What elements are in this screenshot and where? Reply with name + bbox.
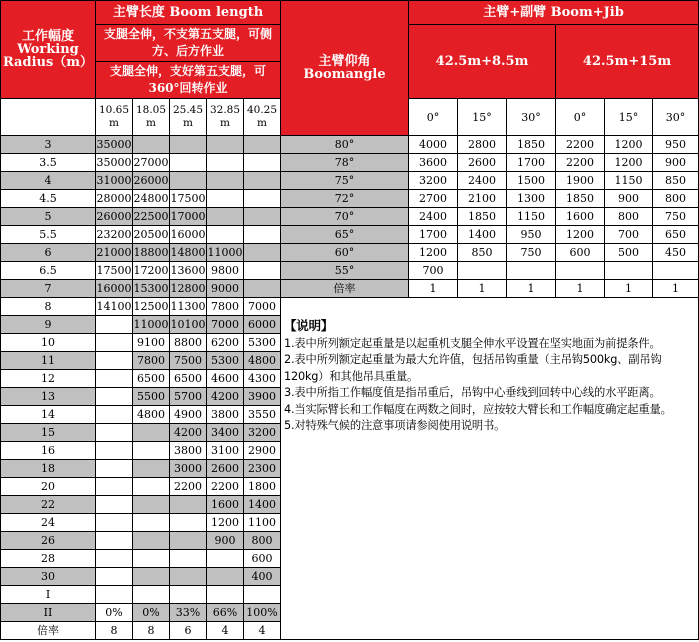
jib-capacity-cell: 500 bbox=[605, 244, 653, 262]
capacity-cell: 3550 bbox=[244, 406, 281, 424]
capacity-cell bbox=[244, 586, 281, 604]
capacity-cell bbox=[96, 316, 133, 334]
jib-offset-4: 15° bbox=[605, 99, 653, 136]
jib-capacity-cell: 850 bbox=[653, 172, 699, 190]
capacity-cell bbox=[96, 532, 133, 550]
capacity-cell bbox=[244, 208, 281, 226]
capacity-cell: 100% bbox=[244, 604, 281, 622]
jib-capacity-cell: 2800 bbox=[458, 136, 507, 154]
capacity-cell: 8 bbox=[133, 622, 170, 640]
capacity-cell bbox=[96, 370, 133, 388]
table-row bbox=[1, 244, 699, 262]
capacity-cell bbox=[133, 532, 170, 550]
capacity-cell: 6000 bbox=[244, 316, 281, 334]
note-item: 3.表中所指工作幅度值是指吊重后，吊钩中心垂线到回转中心线的水平距离。 bbox=[284, 386, 661, 399]
boomangle-cell: 65° bbox=[281, 226, 409, 244]
boom-length-2: 25.45 m bbox=[170, 99, 207, 136]
capacity-cell: 26000 bbox=[96, 208, 133, 226]
capacity-cell: 33% bbox=[170, 604, 207, 622]
jib-offset-1: 15° bbox=[458, 99, 507, 136]
capacity-cell: 16000 bbox=[170, 226, 207, 244]
capacity-cell bbox=[133, 550, 170, 568]
capacity-cell: 16000 bbox=[96, 280, 133, 298]
capacity-cell bbox=[96, 496, 133, 514]
capacity-cell: 0% bbox=[96, 604, 133, 622]
jib-capacity-cell: 1600 bbox=[556, 208, 605, 226]
capacity-cell: 14100 bbox=[96, 298, 133, 316]
capacity-cell bbox=[133, 496, 170, 514]
notes-title: 【说明】 bbox=[284, 318, 334, 333]
capacity-cell: 3900 bbox=[244, 388, 281, 406]
jib-capacity-cell: 1400 bbox=[458, 226, 507, 244]
jib-capacity-cell: 800 bbox=[653, 190, 699, 208]
jib-capacity-cell: 600 bbox=[556, 244, 605, 262]
capacity-cell: 2900 bbox=[244, 442, 281, 460]
capacity-cell bbox=[170, 532, 207, 550]
radius-cell: 30 bbox=[1, 568, 96, 586]
capacity-cell bbox=[207, 154, 244, 172]
capacity-cell: 21000 bbox=[96, 244, 133, 262]
boom-length-3: 32.85 m bbox=[207, 99, 244, 136]
capacity-cell: 8 bbox=[96, 622, 133, 640]
capacity-cell bbox=[96, 388, 133, 406]
capacity-cell: 6500 bbox=[133, 370, 170, 388]
capacity-cell: 600 bbox=[244, 550, 281, 568]
jib-capacity-cell: 2200 bbox=[556, 136, 605, 154]
jib-capacity-cell bbox=[556, 262, 605, 280]
capacity-cell: 6500 bbox=[170, 370, 207, 388]
table-row bbox=[1, 280, 699, 298]
capacity-cell bbox=[207, 550, 244, 568]
radius-cell: 10 bbox=[1, 334, 96, 352]
capacity-cell bbox=[133, 568, 170, 586]
capacity-cell bbox=[207, 586, 244, 604]
capacity-cell: 2200 bbox=[207, 478, 244, 496]
capacity-cell: 5700 bbox=[170, 388, 207, 406]
capacity-cell: 1800 bbox=[244, 478, 281, 496]
capacity-cell: 66% bbox=[207, 604, 244, 622]
capacity-cell: 6200 bbox=[207, 334, 244, 352]
radius-cell: 4.5 bbox=[1, 190, 96, 208]
capacity-cell: 5300 bbox=[244, 334, 281, 352]
radius-cell: 22 bbox=[1, 496, 96, 514]
jib-capacity-cell: 3600 bbox=[409, 154, 458, 172]
table-row bbox=[1, 190, 699, 208]
radius-cell: 24 bbox=[1, 514, 96, 532]
capacity-cell bbox=[96, 442, 133, 460]
capacity-cell bbox=[96, 424, 133, 442]
jib-capacity-cell: 1150 bbox=[605, 172, 653, 190]
capacity-cell: 3000 bbox=[170, 460, 207, 478]
jib-capacity-cell: 1900 bbox=[556, 172, 605, 190]
capacity-cell: 9000 bbox=[207, 280, 244, 298]
jib-capacity-cell: 1 bbox=[458, 280, 507, 298]
capacity-cell: 800 bbox=[244, 532, 281, 550]
capacity-cell: 9800 bbox=[207, 262, 244, 280]
capacity-cell: 5300 bbox=[207, 352, 244, 370]
capacity-cell: 17000 bbox=[170, 208, 207, 226]
capacity-cell: 9100 bbox=[133, 334, 170, 352]
capacity-cell: 7500 bbox=[170, 352, 207, 370]
table-row bbox=[1, 154, 699, 172]
note-item: 1.表中所列额定起重量是以起重机支腿全伸水平设置在坚实地面为前提条件。 bbox=[284, 336, 661, 350]
capacity-cell: 3800 bbox=[207, 406, 244, 424]
jib-capacity-cell: 1850 bbox=[556, 190, 605, 208]
capacity-cell bbox=[244, 262, 281, 280]
capacity-cell bbox=[96, 514, 133, 532]
jib-capacity-cell: 2600 bbox=[458, 154, 507, 172]
capacity-cell: 17500 bbox=[96, 262, 133, 280]
notes-panel bbox=[281, 298, 699, 640]
capacity-cell: 4 bbox=[207, 622, 244, 640]
capacity-cell: 3400 bbox=[207, 424, 244, 442]
jib-capacity-cell: 1850 bbox=[458, 208, 507, 226]
capacity-cell bbox=[244, 172, 281, 190]
capacity-cell bbox=[96, 478, 133, 496]
jib-capacity-cell: 1 bbox=[653, 280, 699, 298]
jib-capacity-cell: 900 bbox=[653, 154, 699, 172]
boomangle-cell: 72° bbox=[281, 190, 409, 208]
capacity-cell bbox=[96, 334, 133, 352]
capacity-cell: 28000 bbox=[96, 190, 133, 208]
jib-capacity-cell: 750 bbox=[653, 208, 699, 226]
note-item: 5.对特殊气候的注意事项请参阅使用说明书。 bbox=[284, 419, 506, 432]
radius-cell: 28 bbox=[1, 550, 96, 568]
radius-cell: 倍率 bbox=[1, 622, 96, 640]
table-row bbox=[1, 298, 699, 316]
capacity-cell: 1100 bbox=[244, 514, 281, 532]
capacity-cell bbox=[170, 586, 207, 604]
jib-capacity-cell: 450 bbox=[653, 244, 699, 262]
capacity-cell: 400 bbox=[244, 568, 281, 586]
capacity-cell: 2600 bbox=[207, 460, 244, 478]
capacity-cell: 13600 bbox=[170, 262, 207, 280]
capacity-cell: 20500 bbox=[133, 226, 170, 244]
capacity-cell bbox=[170, 496, 207, 514]
boomangle-cell: 70° bbox=[281, 208, 409, 226]
capacity-cell: 7800 bbox=[207, 298, 244, 316]
capacity-cell bbox=[96, 352, 133, 370]
boom-length-0: 10.65 m bbox=[96, 99, 133, 136]
jib-capacity-cell: 1 bbox=[605, 280, 653, 298]
capacity-cell: 35000 bbox=[96, 136, 133, 154]
capacity-cell bbox=[207, 568, 244, 586]
boom-length-header: 主臂长度 Boom length bbox=[96, 1, 281, 25]
capacity-cell bbox=[207, 226, 244, 244]
radius-cell: 11 bbox=[1, 352, 96, 370]
boomangle-cell: 78° bbox=[281, 154, 409, 172]
capacity-cell: 7000 bbox=[244, 298, 281, 316]
jib-capacity-cell: 2700 bbox=[409, 190, 458, 208]
radius-cell: 14 bbox=[1, 406, 96, 424]
radius-cell: 9 bbox=[1, 316, 96, 334]
capacity-cell bbox=[133, 424, 170, 442]
jib-capacity-cell: 1500 bbox=[507, 172, 556, 190]
capacity-cell: 27000 bbox=[133, 154, 170, 172]
capacity-cell: 5500 bbox=[133, 388, 170, 406]
jib-capacity-cell: 850 bbox=[458, 244, 507, 262]
boomangle-cell: 75° bbox=[281, 172, 409, 190]
radius-cell: 20 bbox=[1, 478, 96, 496]
radius-cell: 5.5 bbox=[1, 226, 96, 244]
capacity-cell: 2200 bbox=[170, 478, 207, 496]
capacity-cell: 23200 bbox=[96, 226, 133, 244]
jib-offset-2: 30° bbox=[507, 99, 556, 136]
note-item: 4.当实际臂长和工作幅度在两数之间时，应按较大臂长和工作幅度确定起重量。 bbox=[284, 402, 672, 416]
jib-capacity-cell: 1850 bbox=[507, 136, 556, 154]
boom-length-4: 40.25 m bbox=[244, 99, 281, 136]
jib-capacity-cell bbox=[653, 262, 699, 280]
jib-capacity-cell: 1 bbox=[409, 280, 458, 298]
capacity-cell bbox=[207, 136, 244, 154]
boomangle-cell: 60° bbox=[281, 244, 409, 262]
capacity-cell: 900 bbox=[207, 532, 244, 550]
jib-capacity-cell bbox=[605, 262, 653, 280]
table-row bbox=[1, 226, 699, 244]
capacity-cell: 35000 bbox=[96, 154, 133, 172]
capacity-cell bbox=[170, 550, 207, 568]
capacity-cell: 1200 bbox=[207, 514, 244, 532]
radius-cell: 7 bbox=[1, 280, 96, 298]
capacity-cell bbox=[244, 280, 281, 298]
radius-header: 工作幅度 Working Radius（m） bbox=[1, 1, 96, 99]
jib-offset-3: 0° bbox=[556, 99, 605, 136]
capacity-cell bbox=[244, 154, 281, 172]
capacity-cell: 11000 bbox=[133, 316, 170, 334]
outrigger-condition-1: 支腿全伸，不支第五支腿，可侧方、后方作业 bbox=[96, 25, 281, 62]
jib-capacity-cell: 2400 bbox=[409, 208, 458, 226]
capacity-cell bbox=[170, 172, 207, 190]
capacity-cell: 0% bbox=[133, 604, 170, 622]
capacity-cell: 17500 bbox=[170, 190, 207, 208]
capacity-cell: 1400 bbox=[244, 496, 281, 514]
jib-capacity-cell: 1200 bbox=[556, 226, 605, 244]
capacity-cell: 4800 bbox=[133, 406, 170, 424]
jib-capacity-cell bbox=[507, 262, 556, 280]
jib-offset-5: 30° bbox=[653, 99, 699, 136]
radius-cell: 13 bbox=[1, 388, 96, 406]
capacity-cell bbox=[244, 190, 281, 208]
boomangle-cell: 80° bbox=[281, 136, 409, 154]
radius-cell: I bbox=[1, 586, 96, 604]
capacity-cell: 4300 bbox=[244, 370, 281, 388]
boomangle-cell: 倍率 bbox=[281, 280, 409, 298]
capacity-cell: 4200 bbox=[207, 388, 244, 406]
capacity-cell: 4800 bbox=[244, 352, 281, 370]
jib-capacity-cell: 800 bbox=[605, 208, 653, 226]
radius-cell: 16 bbox=[1, 442, 96, 460]
capacity-cell: 17200 bbox=[133, 262, 170, 280]
jib-capacity-cell: 700 bbox=[605, 226, 653, 244]
radius-cell: 26 bbox=[1, 532, 96, 550]
jib-capacity-cell: 1150 bbox=[507, 208, 556, 226]
radius-cell: 5 bbox=[1, 208, 96, 226]
capacity-cell: 26000 bbox=[133, 172, 170, 190]
jib-capacity-cell bbox=[458, 262, 507, 280]
capacity-cell: 1600 bbox=[207, 496, 244, 514]
capacity-cell bbox=[207, 190, 244, 208]
capacity-cell: 11300 bbox=[170, 298, 207, 316]
capacity-cell: 4900 bbox=[170, 406, 207, 424]
jib-capacity-cell: 2400 bbox=[458, 172, 507, 190]
jib-capacity-cell: 2100 bbox=[458, 190, 507, 208]
capacity-cell: 3800 bbox=[170, 442, 207, 460]
radius-cell: 18 bbox=[1, 460, 96, 478]
jib-capacity-cell: 1200 bbox=[605, 136, 653, 154]
capacity-cell: 12500 bbox=[133, 298, 170, 316]
radius-cell: 6.5 bbox=[1, 262, 96, 280]
jib-capacity-cell: 1700 bbox=[507, 154, 556, 172]
capacity-cell bbox=[133, 460, 170, 478]
jib-capacity-cell: 1700 bbox=[409, 226, 458, 244]
capacity-cell: 6 bbox=[170, 622, 207, 640]
table-row bbox=[1, 208, 699, 226]
capacity-cell: 4 bbox=[244, 622, 281, 640]
jib-capacity-cell: 1 bbox=[507, 280, 556, 298]
capacity-cell: 4600 bbox=[207, 370, 244, 388]
jib-capacity-cell: 1200 bbox=[409, 244, 458, 262]
capacity-cell: 7000 bbox=[207, 316, 244, 334]
radius-cell: 4 bbox=[1, 172, 96, 190]
capacity-cell bbox=[244, 244, 281, 262]
capacity-cell bbox=[96, 550, 133, 568]
radius-cell: 3.5 bbox=[1, 154, 96, 172]
boom-jib-header: 主臂+副臂 Boom+Jib bbox=[409, 1, 699, 25]
capacity-cell bbox=[133, 478, 170, 496]
capacity-cell bbox=[133, 514, 170, 532]
capacity-cell: 3100 bbox=[207, 442, 244, 460]
table-row bbox=[1, 136, 699, 154]
capacity-cell bbox=[96, 460, 133, 478]
jib-capacity-cell: 900 bbox=[605, 190, 653, 208]
capacity-cell bbox=[244, 136, 281, 154]
capacity-cell bbox=[207, 208, 244, 226]
capacity-cell: 18800 bbox=[133, 244, 170, 262]
boomangle-header: 主臂仰角 Boomangle bbox=[281, 1, 409, 136]
note-item: 2.表中所列额定起重量为最大允许值，包括吊钩重量（主吊钩500kg、副吊钩120kg）和其他吊具重量。 bbox=[284, 353, 662, 383]
jib-capacity-cell: 3200 bbox=[409, 172, 458, 190]
jib-capacity-cell: 2200 bbox=[556, 154, 605, 172]
radius-cell: 3 bbox=[1, 136, 96, 154]
jib-capacity-cell: 700 bbox=[409, 262, 458, 280]
jib-capacity-cell: 650 bbox=[653, 226, 699, 244]
table-row bbox=[1, 172, 699, 190]
radius-cell: 15 bbox=[1, 424, 96, 442]
capacity-cell bbox=[96, 586, 133, 604]
capacity-cell bbox=[133, 586, 170, 604]
outrigger-condition-2: 支腿全伸，支好第五支腿，可360°回转作业 bbox=[96, 62, 281, 99]
capacity-cell: 3200 bbox=[244, 424, 281, 442]
capacity-cell bbox=[96, 568, 133, 586]
capacity-cell bbox=[133, 442, 170, 460]
table-row bbox=[1, 262, 699, 280]
capacity-cell: 7800 bbox=[133, 352, 170, 370]
radius-cell: 6 bbox=[1, 244, 96, 262]
jib-offset-0: 0° bbox=[409, 99, 458, 136]
capacity-cell bbox=[244, 226, 281, 244]
capacity-cell bbox=[170, 154, 207, 172]
capacity-cell: 4200 bbox=[170, 424, 207, 442]
capacity-cell bbox=[133, 136, 170, 154]
radius-cell: 8 bbox=[1, 298, 96, 316]
capacity-cell: 22500 bbox=[133, 208, 170, 226]
capacity-cell: 2300 bbox=[244, 460, 281, 478]
capacity-cell: 31000 bbox=[96, 172, 133, 190]
capacity-cell bbox=[96, 406, 133, 424]
jib-capacity-cell: 950 bbox=[653, 136, 699, 154]
capacity-cell: 12800 bbox=[170, 280, 207, 298]
jib-capacity-cell: 4000 bbox=[409, 136, 458, 154]
boomangle-cell: 55° bbox=[281, 262, 409, 280]
capacity-cell: 15300 bbox=[133, 280, 170, 298]
capacity-cell: 24800 bbox=[133, 190, 170, 208]
jib-capacity-cell: 1300 bbox=[507, 190, 556, 208]
radius-cell: 12 bbox=[1, 370, 96, 388]
jib-capacity-cell: 750 bbox=[507, 244, 556, 262]
capacity-cell bbox=[170, 568, 207, 586]
jib-config-1: 42.5m+8.5m bbox=[409, 25, 556, 99]
capacity-cell: 10100 bbox=[170, 316, 207, 334]
jib-capacity-cell: 1 bbox=[556, 280, 605, 298]
capacity-cell: 8800 bbox=[170, 334, 207, 352]
radius-header-blank bbox=[1, 99, 96, 136]
jib-capacity-cell: 950 bbox=[507, 226, 556, 244]
jib-capacity-cell: 1200 bbox=[605, 154, 653, 172]
capacity-cell: 14800 bbox=[170, 244, 207, 262]
capacity-cell bbox=[170, 136, 207, 154]
jib-config-2: 42.5m+15m bbox=[556, 25, 699, 99]
capacity-cell bbox=[170, 514, 207, 532]
boom-length-1: 18.05 m bbox=[133, 99, 170, 136]
capacity-cell: 11000 bbox=[207, 244, 244, 262]
radius-cell: II bbox=[1, 604, 96, 622]
capacity-cell bbox=[207, 172, 244, 190]
